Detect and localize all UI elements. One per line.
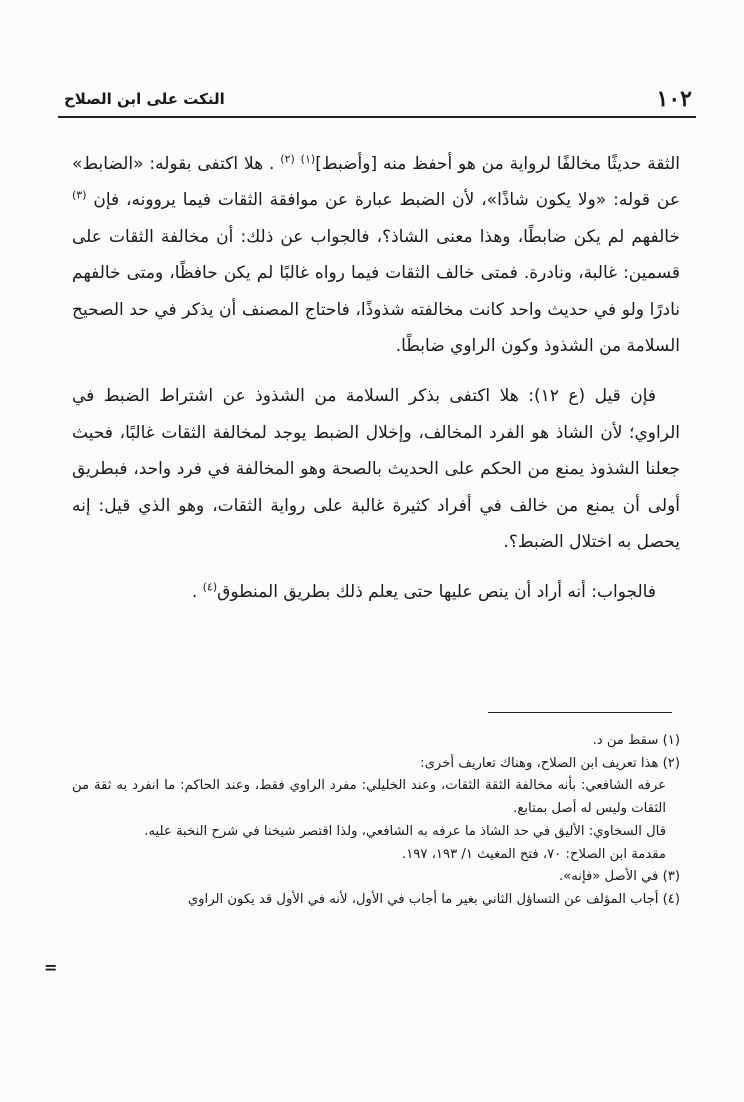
footnote-2: (٢) هذا تعريف ابن الصلاح، وهناك تعاريف أخرى:: [420, 755, 680, 771]
footnote-2-line-c: مقدمة ابن الصلاح: ٧٠، فتح المغيث ١/ ١٩٣، ١٩٧.: [402, 846, 666, 862]
footnote-4: (٤) أجاب المؤلف عن التساؤل الثاني بغير ما أجاب في الأول، لأنه في الأول قد يكون الراوي: [187, 891, 680, 907]
running-title: النكت على ابن الصلاح: [64, 90, 225, 108]
paragraph-1-part-2: . هلا اكتفى بقوله: «الضابط» عن قوله: «ولا يكون شاذًا»، لأن الضبط عبارة عن موافقة الثقات فيما يروونه، فإن: [72, 154, 680, 211]
page-header: [58, 84, 696, 118]
footnote-ref-3: (٣): [72, 188, 87, 202]
paragraph-2: فإن قيل (ع ١٢): هلا اكتفى بذكر السلامة من الشذوذ عن اشتراط الضبط في الراوي؛ لأن الشاذ هو الفرد المخالف، وإخلال الضبط يوجد لمخالفة الثقات غالبًا، فحيث جعلنا الشذوذ يمنع من الحكم على الحديث بالصحة وهو المخالفة في فرد واحد، فبطريق أولى أن يمنع من خالف في أفراد كثيرة غالبة على رواية الثقات، وهو الذي قيل: إنه يحصل به اختلال الضبط؟.: [72, 386, 680, 553]
footnote-ref-4: (٤): [202, 580, 218, 594]
main-text: [72, 146, 680, 611]
paragraph-3: [72, 574, 680, 610]
paragraph-3-text: فالجواب: أنه أراد أن ينص عليها حتى يعلم ذلك بطريق المنطوق: [217, 582, 656, 603]
paragraph-1-part-3: خالفهم لم يكن ضابطًا، وهذا معنى الشاذ؟، فالجواب عن ذلك: أن مخالفة الثقات على قسمين: غالبة، ونادرة. فمتى خالف الثقات فيما رواه غالبًا لم يكن حافظًا، ومتى خالفهم نادرًا ولو في حديث واحد كانت مخالفته شذوذًا، فاحتاج المصنف أن يذكر في حد الصحيح السلامة من الشذوذ وكون الراوي ضابطًا.: [72, 226, 680, 357]
footnote-ref-2: (٢): [280, 152, 295, 166]
footnote-2-line-b: قال السخاوي: الأليق في حد الشاذ ما عرفه به الشافعي، ولذا اقتصر شيخنا في شرح النخبة عليه.: [144, 823, 666, 839]
footnote-ref-1: (١): [300, 152, 316, 166]
footnote-1: (١) سقط من د.: [592, 733, 680, 748]
footnote-2-line-a: عرفه الشافعي: بأنه مخالفة الثقة الثقات، وعند الخليلي: مفرد الراوي فقط، وعند الحاكم: ما انفرد به ثقة من الثقات وليس له أصل بمتابع.: [72, 778, 666, 817]
continuation-mark: =: [44, 958, 58, 977]
footnote-3: (٣) في الأصل «فإنه».: [558, 869, 680, 885]
paragraph-1: [72, 146, 680, 364]
paragraph-3-end: .: [191, 582, 198, 603]
footnotes: [72, 730, 680, 912]
footnote-separator: [488, 712, 672, 713]
paragraph-1-part-1: الثقة حديثًا مخالفًا لرواية من هو أحفظ منه [وأضبط]: [315, 154, 680, 174]
page-number: ١٠٢: [656, 86, 692, 112]
